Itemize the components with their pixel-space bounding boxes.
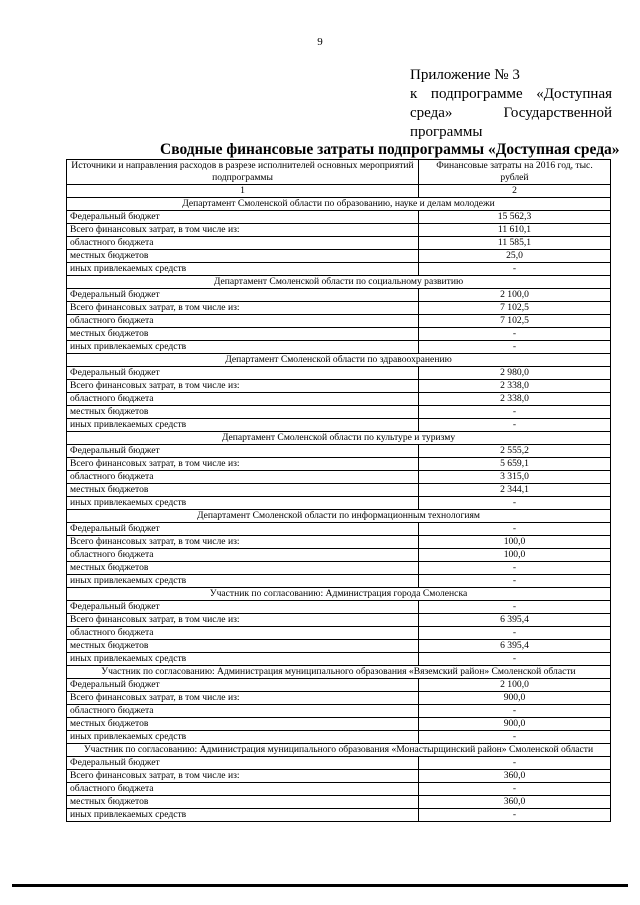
row-label: иных привлекаемых средств bbox=[67, 263, 419, 276]
table-row bbox=[67, 315, 611, 328]
section-title: Департамент Смоленской области по здравоохранению bbox=[67, 354, 611, 367]
table-row bbox=[67, 211, 611, 224]
row-label: Всего финансовых затрат, в том числе из: bbox=[67, 224, 419, 237]
row-value: - bbox=[419, 341, 611, 354]
column-index-row bbox=[67, 185, 611, 198]
table-row bbox=[67, 627, 611, 640]
table-row bbox=[67, 341, 611, 354]
appendix-word: к bbox=[410, 86, 418, 102]
page-number: 9 bbox=[317, 36, 323, 48]
row-value: - bbox=[419, 705, 611, 718]
row-value: - bbox=[419, 757, 611, 770]
table-row bbox=[67, 471, 611, 484]
section-title: Участник по согласованию: Администрация города Смоленска bbox=[67, 588, 611, 601]
table-row bbox=[67, 770, 611, 783]
row-value: 15 562,3 bbox=[419, 211, 611, 224]
row-label: иных привлекаемых средств bbox=[67, 653, 419, 666]
row-label: иных привлекаемых средств bbox=[67, 575, 419, 588]
row-value: - bbox=[419, 809, 611, 822]
row-value: 2 555,2 bbox=[419, 445, 611, 458]
row-label: иных привлекаемых средств bbox=[67, 809, 419, 822]
table-row bbox=[67, 549, 611, 562]
table-row bbox=[67, 783, 611, 796]
row-value: 2 344,1 bbox=[419, 484, 611, 497]
row-value: 2 100,0 bbox=[419, 679, 611, 692]
section-header-row bbox=[67, 354, 611, 367]
table-row bbox=[67, 458, 611, 471]
row-value: - bbox=[419, 627, 611, 640]
row-value: 100,0 bbox=[419, 536, 611, 549]
column-index-2: 2 bbox=[419, 185, 611, 198]
row-value: 7 102,5 bbox=[419, 302, 611, 315]
row-label: Федеральный бюджет bbox=[67, 601, 419, 614]
row-value: - bbox=[419, 575, 611, 588]
row-label: местных бюджетов bbox=[67, 718, 419, 731]
section-title: Департамент Смоленской области по культуре и туризму bbox=[67, 432, 611, 445]
row-value: 25,0 bbox=[419, 250, 611, 263]
row-value: - bbox=[419, 263, 611, 276]
row-label: Всего финансовых затрат, в том числе из: bbox=[67, 692, 419, 705]
table-row bbox=[67, 250, 611, 263]
row-value: - bbox=[419, 601, 611, 614]
table-row bbox=[67, 562, 611, 575]
column-index-1: 1 bbox=[67, 185, 419, 198]
row-label: местных бюджетов bbox=[67, 406, 419, 419]
appendix-word: подпрограмме bbox=[430, 86, 523, 102]
row-value: 11 610,1 bbox=[419, 224, 611, 237]
table-row bbox=[67, 575, 611, 588]
row-value: 900,0 bbox=[419, 718, 611, 731]
table-row bbox=[67, 328, 611, 341]
section-header-row bbox=[67, 198, 611, 211]
row-value: 7 102,5 bbox=[419, 315, 611, 328]
row-value: - bbox=[419, 562, 611, 575]
table-row bbox=[67, 757, 611, 770]
table-row bbox=[67, 263, 611, 276]
table-row bbox=[67, 809, 611, 822]
appendix-word: программы bbox=[410, 124, 483, 140]
row-value: 6 395,4 bbox=[419, 614, 611, 627]
table-row bbox=[67, 679, 611, 692]
table-row bbox=[67, 601, 611, 614]
row-value: 11 585,1 bbox=[419, 237, 611, 250]
row-label: областного бюджета bbox=[67, 237, 419, 250]
appendix-word: «Доступная bbox=[536, 86, 612, 102]
section-header-row bbox=[67, 588, 611, 601]
table-row bbox=[67, 406, 611, 419]
table-row bbox=[67, 796, 611, 809]
row-value: 2 100,0 bbox=[419, 289, 611, 302]
appendix-line-3 bbox=[410, 104, 612, 123]
section-title: Департамент Смоленской области по образованию, науке и делам молодежи bbox=[67, 198, 611, 211]
row-value: - bbox=[419, 523, 611, 536]
row-value: - bbox=[419, 783, 611, 796]
table-row bbox=[67, 731, 611, 744]
row-value: - bbox=[419, 328, 611, 341]
row-value: 2 980,0 bbox=[419, 367, 611, 380]
row-value: 360,0 bbox=[419, 770, 611, 783]
section-header-row bbox=[67, 510, 611, 523]
row-value: 2 338,0 bbox=[419, 393, 611, 406]
row-value: 6 395,4 bbox=[419, 640, 611, 653]
table-row bbox=[67, 536, 611, 549]
row-value: - bbox=[419, 419, 611, 432]
row-label: областного бюджета bbox=[67, 393, 419, 406]
row-value: - bbox=[419, 731, 611, 744]
row-label: иных привлекаемых средств bbox=[67, 419, 419, 432]
table-row bbox=[67, 653, 611, 666]
row-value: - bbox=[419, 497, 611, 510]
row-label: местных бюджетов bbox=[67, 328, 419, 341]
table-row bbox=[67, 640, 611, 653]
row-value: 5 659,1 bbox=[419, 458, 611, 471]
row-label: Федеральный бюджет bbox=[67, 679, 419, 692]
row-label: областного бюджета bbox=[67, 783, 419, 796]
appendix-line-1 bbox=[410, 66, 612, 85]
appendix-line-4 bbox=[410, 123, 612, 142]
appendix-word: Государственной bbox=[503, 105, 612, 121]
row-label: иных привлекаемых средств bbox=[67, 731, 419, 744]
column-header-sources: Источники и направления расходов в разрезе исполнителей основных мероприятий подпрограммы bbox=[67, 160, 419, 185]
table-row bbox=[67, 692, 611, 705]
row-label: местных бюджетов bbox=[67, 796, 419, 809]
table-row bbox=[67, 445, 611, 458]
section-title: Департамент Смоленской области по информационным технологиям bbox=[67, 510, 611, 523]
section-header-row bbox=[67, 744, 611, 757]
row-label: местных бюджетов bbox=[67, 484, 419, 497]
financial-table bbox=[66, 159, 611, 822]
section-title: Участник по согласованию: Администрация муниципального образования «Монастырщинский район» Смоленской области bbox=[67, 744, 611, 757]
row-label: областного бюджета bbox=[67, 315, 419, 328]
row-value: 100,0 bbox=[419, 549, 611, 562]
row-value: - bbox=[419, 653, 611, 666]
row-label: Федеральный бюджет bbox=[67, 367, 419, 380]
appendix-word: Приложение № 3 bbox=[410, 67, 520, 83]
table-row bbox=[67, 237, 611, 250]
row-label: областного бюджета bbox=[67, 471, 419, 484]
column-header-costs: Финансовые затраты на 2016 год, тыс. рублей bbox=[419, 160, 611, 185]
row-label: Федеральный бюджет bbox=[67, 757, 419, 770]
row-label: областного бюджета bbox=[67, 549, 419, 562]
table-row bbox=[67, 484, 611, 497]
row-label: Федеральный бюджет bbox=[67, 445, 419, 458]
section-header-row bbox=[67, 276, 611, 289]
table-row bbox=[67, 367, 611, 380]
table-row bbox=[67, 705, 611, 718]
row-label: Федеральный бюджет bbox=[67, 289, 419, 302]
row-label: иных привлекаемых средств bbox=[67, 341, 419, 354]
row-label: Всего финансовых затрат, в том числе из: bbox=[67, 458, 419, 471]
row-label: местных бюджетов bbox=[67, 562, 419, 575]
section-header-row bbox=[67, 666, 611, 679]
section-header-row bbox=[67, 432, 611, 445]
table-row bbox=[67, 497, 611, 510]
table-row bbox=[67, 523, 611, 536]
section-title: Участник по согласованию: Администрация муниципального образования «Вяземский район» Смоленской области bbox=[67, 666, 611, 679]
row-label: местных бюджетов bbox=[67, 250, 419, 263]
table-row bbox=[67, 393, 611, 406]
document-title: Сводные финансовые затраты подпрограммы «Доступная среда» bbox=[160, 141, 620, 158]
table-body bbox=[67, 198, 611, 822]
table-row bbox=[67, 224, 611, 237]
row-label: Всего финансовых затрат, в том числе из: bbox=[67, 380, 419, 393]
table-row bbox=[67, 614, 611, 627]
row-label: Федеральный бюджет bbox=[67, 523, 419, 536]
row-label: Всего финансовых затрат, в том числе из: bbox=[67, 302, 419, 315]
appendix-word: среда» bbox=[410, 105, 453, 121]
row-label: местных бюджетов bbox=[67, 640, 419, 653]
row-value: - bbox=[419, 406, 611, 419]
row-value: 3 315,0 bbox=[419, 471, 611, 484]
table-row bbox=[67, 419, 611, 432]
appendix-note bbox=[410, 66, 612, 142]
row-value: 2 338,0 bbox=[419, 380, 611, 393]
table-row bbox=[67, 289, 611, 302]
row-label: Всего финансовых затрат, в том числе из: bbox=[67, 536, 419, 549]
appendix-line-2 bbox=[410, 85, 612, 104]
row-value: 900,0 bbox=[419, 692, 611, 705]
table-row bbox=[67, 718, 611, 731]
row-label: областного бюджета bbox=[67, 627, 419, 640]
row-label: областного бюджета bbox=[67, 705, 419, 718]
row-label: Всего финансовых затрат, в том числе из: bbox=[67, 770, 419, 783]
table-row bbox=[67, 380, 611, 393]
row-value: 360,0 bbox=[419, 796, 611, 809]
bottom-rule bbox=[12, 884, 628, 887]
row-label: Федеральный бюджет bbox=[67, 211, 419, 224]
row-label: иных привлекаемых средств bbox=[67, 497, 419, 510]
table-row bbox=[67, 302, 611, 315]
table-header-row bbox=[67, 160, 611, 185]
row-label: Всего финансовых затрат, в том числе из: bbox=[67, 614, 419, 627]
section-title: Департамент Смоленской области по социальному развитию bbox=[67, 276, 611, 289]
